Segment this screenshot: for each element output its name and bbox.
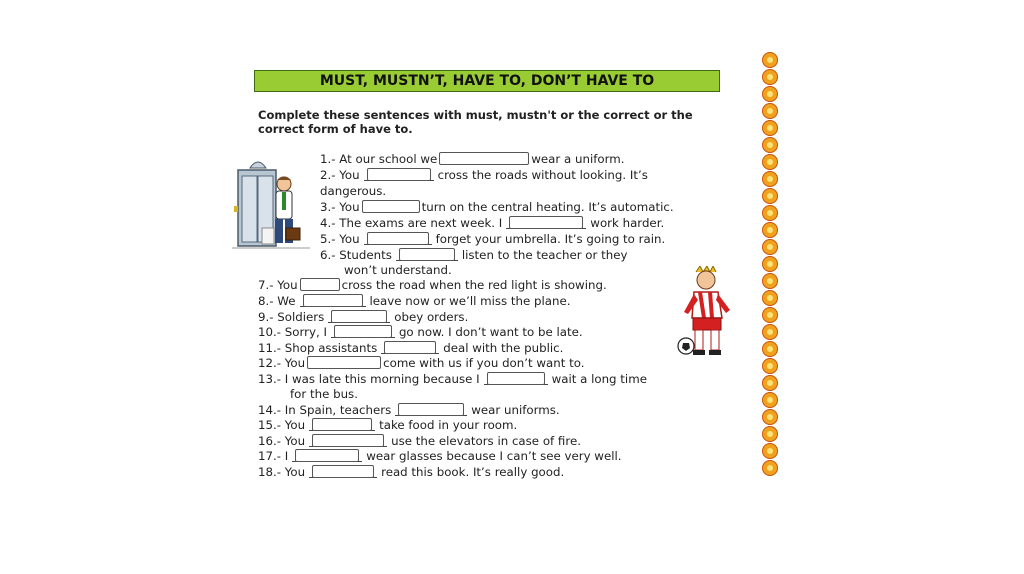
answer-underline [328, 310, 390, 323]
flower-icon [762, 205, 778, 221]
sentence-prefix: 13.- I was late this morning because I [258, 372, 480, 386]
flower-icon [762, 137, 778, 153]
sentence-prefix: 6.- Students [320, 248, 392, 262]
sentence-line [320, 216, 664, 231]
answer-blank[interactable] [362, 200, 420, 213]
sentence-prefix: 4.- The exams are next week. I [320, 216, 503, 230]
answer-underline [506, 216, 586, 229]
answer-blank[interactable] [303, 294, 363, 307]
sentence-suffix: wait a long time [551, 372, 647, 386]
answer-underline [309, 465, 377, 478]
answer-blank[interactable] [307, 356, 381, 369]
sentence-continuation [344, 263, 452, 278]
sentence-suffix: leave now or we’ll miss the plane. [369, 294, 571, 308]
worksheet-title: MUST, MUSTN’T, HAVE TO, DON’T HAVE TO [254, 70, 720, 92]
sentence-text: for the bus. [290, 387, 358, 401]
sentence-prefix: 1.- At our school we [320, 152, 438, 166]
flower-icon [762, 256, 778, 272]
sentence-line [258, 310, 468, 325]
flower-icon [762, 341, 778, 357]
answer-underline [292, 449, 362, 462]
sentence-prefix: 15.- You [258, 418, 306, 432]
sentence-suffix: wear uniforms. [471, 403, 560, 417]
sentence-line [258, 403, 560, 418]
sentence-suffix: go now. I don’t want to be late. [398, 325, 583, 339]
sentence-prefix: 12.- You [258, 356, 306, 370]
answer-blank[interactable] [509, 216, 583, 229]
sentence-prefix: 16.- You [258, 434, 306, 448]
sentence-line [258, 418, 517, 433]
flower-icon [762, 443, 778, 459]
answer-underline [381, 341, 439, 354]
answer-underline [364, 168, 434, 181]
sentence-line [258, 294, 571, 309]
sentence-prefix: 18.- You [258, 465, 306, 479]
sentence-line [320, 232, 665, 247]
answer-underline [396, 248, 458, 261]
flower-icon [762, 86, 778, 102]
sentence-continuation [320, 184, 386, 199]
sentence-suffix: listen to the teacher or they [461, 248, 628, 262]
decorative-flower-border [760, 52, 780, 480]
sentence-line [258, 341, 563, 356]
flower-icon [762, 273, 778, 289]
answer-blank[interactable] [439, 152, 529, 165]
sentence-suffix: deal with the public. [443, 341, 564, 355]
sentence-line [320, 200, 674, 215]
sentence-prefix: 5.- You [320, 232, 360, 246]
flower-icon [762, 324, 778, 340]
instructions-text: Complete these sentences with must, mustn't or the correct or the correct form of have to. [258, 108, 693, 136]
answer-underline [300, 294, 366, 307]
flower-icon [762, 69, 778, 85]
sentence-suffix: forget your umbrella. It’s going to rain. [435, 232, 666, 246]
answer-blank[interactable] [398, 403, 464, 416]
sentence-suffix: come with us if you don’t want to. [383, 356, 585, 370]
answer-blank[interactable] [367, 232, 429, 245]
answer-blank[interactable] [334, 325, 392, 338]
sentence-suffix: cross the road when the red light is showing. [341, 278, 607, 292]
sentence-prefix: 9.- Soldiers [258, 310, 325, 324]
flower-icon [762, 188, 778, 204]
flower-icon [762, 409, 778, 425]
flower-icon [762, 171, 778, 187]
sentence-text: dangerous. [320, 184, 387, 198]
answer-blank[interactable] [295, 449, 359, 462]
sentence-line [258, 465, 564, 480]
sentence-line [258, 356, 585, 371]
sentence-prefix: 7.- You [258, 278, 298, 292]
sentence-suffix: turn on the central heating. It’s automatic. [421, 200, 674, 214]
answer-blank[interactable] [384, 341, 436, 354]
sentence-suffix: use the elevators in case of fire. [391, 434, 581, 448]
businessman-at-elevator-icon [232, 154, 312, 254]
sentence-text: won’t understand. [344, 263, 452, 277]
sentence-prefix: 8.- We [258, 294, 296, 308]
flower-icon [762, 239, 778, 255]
sentence-line [320, 248, 627, 263]
flower-icon [762, 154, 778, 170]
sentence-suffix: work harder. [590, 216, 665, 230]
answer-underline [331, 325, 395, 338]
sentence-suffix: wear a uniform. [531, 152, 625, 166]
sentence-line [258, 449, 622, 464]
flower-icon [762, 103, 778, 119]
sentence-prefix: 10.- Sorry, I [258, 325, 327, 339]
flower-icon [762, 307, 778, 323]
sentence-line [320, 168, 648, 183]
answer-underline [309, 434, 387, 447]
sentence-prefix: 11.- Shop assistants [258, 341, 378, 355]
answer-blank[interactable] [331, 310, 387, 323]
sentence-suffix: obey orders. [394, 310, 469, 324]
flower-icon [762, 426, 778, 442]
sentence-prefix: 2.- You [320, 168, 360, 182]
flower-icon [762, 460, 778, 476]
sentence-line [258, 372, 647, 387]
sentence-suffix: take food in your room. [379, 418, 518, 432]
answer-blank[interactable] [300, 278, 340, 291]
sentence-suffix: read this book. It’s really good. [381, 465, 565, 479]
footballer-with-ball-icon [676, 266, 746, 362]
answer-blank[interactable] [312, 434, 384, 447]
answer-underline [395, 403, 467, 416]
sentence-prefix: 17.- I [258, 449, 289, 463]
sentence-line [258, 434, 581, 449]
answer-blank[interactable] [367, 168, 431, 181]
sentence-line [320, 152, 624, 167]
sentence-line [258, 325, 583, 340]
sentence-suffix: wear glasses because I can’t see very well. [366, 449, 622, 463]
answer-underline [309, 418, 375, 431]
answer-blank[interactable] [312, 418, 372, 431]
sentence-continuation [290, 387, 358, 402]
flower-icon [762, 120, 778, 136]
answer-blank[interactable] [312, 465, 374, 478]
sentence-suffix: cross the roads without looking. It’s [437, 168, 648, 182]
answer-blank[interactable] [399, 248, 455, 261]
flower-icon [762, 222, 778, 238]
sentence-prefix: 14.- In Spain, teachers [258, 403, 392, 417]
sentence-line [258, 278, 607, 293]
answer-underline [484, 372, 548, 385]
flower-icon [762, 375, 778, 391]
flower-icon [762, 52, 778, 68]
flower-icon [762, 358, 778, 374]
sentence-prefix: 3.- You [320, 200, 360, 214]
flower-icon [762, 392, 778, 408]
answer-blank[interactable] [487, 372, 545, 385]
flower-icon [762, 290, 778, 306]
answer-underline [364, 232, 432, 245]
